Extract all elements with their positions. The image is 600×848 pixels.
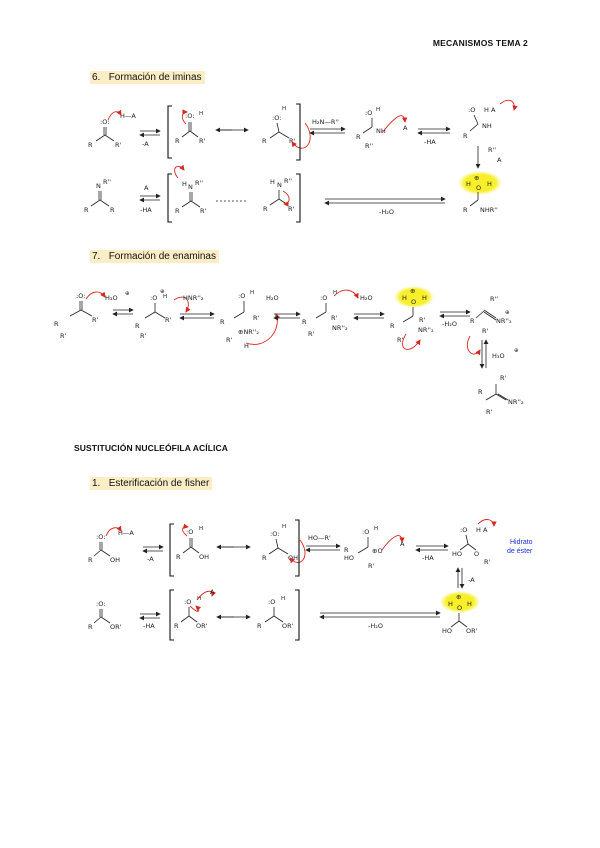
label-nh-r: NHR'' bbox=[480, 206, 498, 214]
svg-text:R': R' bbox=[288, 205, 295, 213]
label-a-bottom: A bbox=[144, 184, 149, 192]
fisher-ester bbox=[88, 600, 122, 631]
svg-text:R'': R'' bbox=[103, 178, 112, 186]
svg-text:O: O bbox=[457, 604, 463, 612]
imine-tetrahedral-1 bbox=[356, 107, 408, 150]
svg-text:R': R' bbox=[368, 562, 375, 570]
label-ha-top: H—A bbox=[120, 112, 136, 120]
svg-text:R': R' bbox=[419, 316, 426, 324]
svg-text:R: R bbox=[220, 318, 225, 326]
svg-text:H: H bbox=[250, 290, 255, 296]
svg-text:R: R bbox=[84, 206, 89, 214]
svg-text::O: :O bbox=[362, 528, 370, 536]
svg-text:R': R' bbox=[484, 558, 491, 566]
svg-text::O:: :O: bbox=[272, 114, 282, 122]
imine-carbocation bbox=[262, 106, 310, 148]
svg-text:H: H bbox=[448, 600, 453, 608]
label-ho-fisher: HO bbox=[344, 554, 355, 562]
label-alcohol: HO—R' bbox=[308, 534, 331, 542]
svg-text:R: R bbox=[390, 322, 395, 330]
fisher-oxocarbenium bbox=[174, 588, 215, 630]
enamine-carbonyl bbox=[54, 291, 130, 340]
label-oh-1: OH bbox=[110, 556, 121, 564]
svg-text:⊕: ⊕ bbox=[125, 291, 130, 297]
label-or-2: OR' bbox=[196, 622, 208, 630]
label-h-a-fisher: H A bbox=[476, 526, 488, 534]
major-heading-acyl-substitution: SUSTITUCIÓN NUCLEÓFILA ACÍLICA bbox=[74, 443, 228, 453]
svg-text:R: R bbox=[463, 206, 468, 214]
svg-text:⊕O: ⊕O bbox=[372, 547, 383, 555]
svg-text:N: N bbox=[188, 183, 193, 191]
svg-text::O: :O bbox=[186, 528, 194, 536]
imine-tetrahedral-2 bbox=[463, 100, 514, 140]
section-7-title: Formación de enaminas bbox=[108, 251, 216, 262]
section-6-number: 6. bbox=[92, 72, 101, 83]
svg-text:H: H bbox=[282, 524, 287, 530]
svg-text:H: H bbox=[270, 178, 275, 186]
svg-text:H: H bbox=[333, 290, 338, 296]
svg-text:R': R' bbox=[482, 327, 489, 335]
svg-text:R': R' bbox=[200, 207, 207, 215]
label-minus-ha-fisher-b: -HA bbox=[143, 622, 155, 630]
svg-text:O: O bbox=[411, 298, 417, 306]
imine-iminium bbox=[175, 166, 207, 215]
svg-text::O:: :O: bbox=[185, 112, 195, 120]
svg-text:R: R bbox=[470, 317, 475, 325]
svg-text:R': R' bbox=[165, 316, 172, 324]
label-a-mid: A bbox=[403, 124, 408, 132]
label-minus-a-fisher: -A bbox=[147, 555, 154, 563]
svg-text:R': R' bbox=[289, 137, 296, 145]
svg-text:⊕: ⊕ bbox=[410, 287, 416, 295]
svg-text:R'': R'' bbox=[195, 179, 204, 187]
svg-text:H: H bbox=[376, 107, 381, 113]
svg-text:R': R' bbox=[331, 314, 338, 322]
svg-text:H: H bbox=[282, 106, 287, 112]
svg-text:H: H bbox=[422, 294, 427, 302]
svg-text:R': R' bbox=[397, 336, 404, 344]
label-a-bottom-fisher: A bbox=[210, 588, 215, 596]
label-oh-3: OH bbox=[288, 554, 299, 562]
svg-text:NR''₂: NR''₂ bbox=[332, 324, 348, 332]
svg-text::O: :O bbox=[150, 294, 158, 302]
svg-text:N: N bbox=[96, 182, 101, 190]
label-de-ester: de éster bbox=[507, 548, 533, 555]
label-or-1: OR' bbox=[110, 623, 122, 631]
enamine-product bbox=[478, 374, 524, 416]
label-r: R bbox=[88, 141, 93, 149]
label-ha-fisher: H—A bbox=[118, 529, 134, 537]
svg-text:R': R' bbox=[308, 330, 315, 338]
svg-text:H: H bbox=[182, 180, 187, 188]
fisher-acid bbox=[88, 528, 134, 564]
imine-mechanism bbox=[84, 100, 514, 222]
svg-text::O:: :O: bbox=[76, 292, 86, 300]
svg-text:R': R' bbox=[500, 374, 507, 382]
svg-text:R: R bbox=[174, 622, 179, 630]
svg-text:R: R bbox=[175, 137, 180, 145]
svg-text:R'': R'' bbox=[365, 142, 374, 150]
svg-text:H: H bbox=[467, 600, 472, 608]
svg-text::O:: :O: bbox=[270, 530, 280, 538]
imine-aminal bbox=[263, 177, 295, 213]
label-minus-ha-bottom: -HA bbox=[140, 206, 152, 214]
label-minus-a-right: -A bbox=[468, 576, 475, 584]
enamine-protonated bbox=[135, 289, 204, 340]
svg-text:R: R bbox=[257, 622, 262, 630]
fisher-tetrahedral-2 bbox=[452, 520, 494, 566]
svg-text:R: R bbox=[356, 133, 361, 141]
svg-text:R': R' bbox=[140, 332, 147, 340]
svg-text::O: :O bbox=[460, 526, 468, 534]
label-minus-h2o-fisher: -H₂O bbox=[368, 622, 383, 630]
svg-text:NR''₂: NR''₂ bbox=[496, 317, 512, 325]
svg-text::O: :O bbox=[365, 109, 373, 117]
label-h2o-a: H₂O bbox=[266, 294, 279, 302]
svg-text:H: H bbox=[199, 526, 204, 532]
svg-text:R'': R'' bbox=[284, 177, 293, 185]
section-7-number: 7. bbox=[92, 251, 101, 262]
svg-text:⊕: ⊕ bbox=[160, 289, 165, 295]
svg-text:R: R bbox=[263, 205, 268, 213]
svg-text::O: :O bbox=[184, 598, 192, 606]
svg-text:R: R bbox=[110, 206, 115, 214]
svg-text:R: R bbox=[176, 553, 181, 561]
svg-text::O:: :O: bbox=[96, 533, 106, 541]
svg-text:R': R' bbox=[253, 314, 260, 322]
label-hidrato: Hidrato bbox=[510, 539, 533, 546]
label-h2o-b: H₂O bbox=[360, 294, 373, 302]
svg-text:H: H bbox=[402, 294, 407, 302]
fisher-cation-2 bbox=[257, 596, 294, 630]
svg-text:R: R bbox=[175, 207, 180, 215]
imine-carbonyl-1 bbox=[88, 112, 136, 149]
enamine-iminium bbox=[467, 295, 512, 354]
page-header: MECANISMOS TEMA 2 bbox=[432, 38, 528, 48]
svg-text:H: H bbox=[281, 596, 286, 602]
svg-text:R: R bbox=[302, 318, 307, 326]
svg-text:R': R' bbox=[92, 316, 99, 324]
svg-text:O: O bbox=[476, 184, 482, 192]
svg-text:H: H bbox=[199, 111, 204, 117]
label-minus-h2o: -H₂O bbox=[379, 208, 394, 216]
svg-text::O: :O bbox=[320, 294, 328, 302]
section-1-title: Esterificación de fisher bbox=[108, 478, 210, 489]
svg-text:NH: NH bbox=[376, 127, 386, 135]
svg-text:NH: NH bbox=[482, 122, 492, 130]
svg-text::O:: :O: bbox=[96, 600, 106, 608]
label-h-a-right: H A bbox=[484, 106, 496, 114]
label-h3o: H₃O bbox=[105, 294, 118, 302]
svg-text:H: H bbox=[197, 596, 202, 602]
label-hnr2: HNR''₂ bbox=[183, 294, 204, 302]
label-or-3: OR' bbox=[282, 622, 294, 630]
label-minus-ha-top: -HA bbox=[424, 138, 436, 146]
svg-text::O: :O bbox=[468, 106, 476, 114]
svg-text:R: R bbox=[262, 137, 267, 145]
svg-text::O:: :O: bbox=[100, 118, 110, 126]
svg-text:A: A bbox=[497, 156, 502, 164]
section-1-number: 1. bbox=[92, 478, 101, 489]
fisher-mechanism bbox=[88, 520, 533, 640]
svg-text:R: R bbox=[88, 623, 93, 631]
svg-text:R: R bbox=[135, 322, 140, 330]
svg-text:HO: HO bbox=[442, 627, 453, 635]
svg-text:R'': R'' bbox=[490, 295, 499, 303]
svg-text:H: H bbox=[487, 180, 492, 188]
svg-text:R: R bbox=[54, 320, 59, 328]
label-minus-a-left: -A bbox=[142, 140, 149, 148]
svg-text:R': R' bbox=[486, 408, 493, 416]
svg-text:⊕: ⊕ bbox=[474, 174, 480, 182]
label-h3o-b: H₃O bbox=[492, 352, 505, 360]
svg-text:⊕: ⊕ bbox=[514, 348, 519, 354]
fisher-protonated bbox=[176, 526, 209, 561]
svg-text:O: O bbox=[474, 550, 480, 558]
enamine-oxonium bbox=[390, 286, 434, 349]
svg-text:R'': R'' bbox=[488, 146, 497, 154]
enamine-mechanism bbox=[54, 286, 524, 416]
label-oh-2: OH bbox=[199, 553, 210, 561]
svg-text:R: R bbox=[262, 554, 267, 562]
svg-text:H: H bbox=[244, 342, 249, 350]
fisher-tetrahedral-1 bbox=[344, 526, 405, 570]
label-amine: H₂N—R'' bbox=[312, 118, 339, 126]
svg-text::O: :O bbox=[268, 598, 276, 606]
svg-text:⊕NR''₂: ⊕NR''₂ bbox=[238, 328, 260, 336]
fisher-oxonium bbox=[440, 591, 480, 635]
svg-text:⊕: ⊕ bbox=[456, 593, 462, 601]
svg-text:HO: HO bbox=[452, 550, 463, 558]
svg-text:R': R' bbox=[226, 336, 233, 344]
svg-text:R: R bbox=[88, 556, 93, 564]
imine-oxonium bbox=[458, 171, 502, 214]
svg-text:R: R bbox=[463, 132, 468, 140]
label-r-fisher: R bbox=[344, 546, 349, 554]
label-a-fisher: A bbox=[400, 540, 405, 548]
svg-text:H: H bbox=[374, 526, 379, 532]
svg-text:⊕: ⊕ bbox=[505, 310, 510, 316]
svg-text:N: N bbox=[277, 181, 282, 189]
section-6-title: Formación de iminas bbox=[108, 72, 202, 83]
label-minus-h2o-en: -H₂O bbox=[442, 320, 457, 328]
label-minus-ha-fisher: -HA bbox=[422, 554, 434, 562]
imine-product bbox=[84, 178, 115, 214]
svg-text:R: R bbox=[478, 388, 483, 396]
svg-text:H: H bbox=[163, 294, 168, 300]
svg-text:NR''₂: NR''₂ bbox=[418, 326, 434, 334]
label-or-4: OR' bbox=[466, 627, 478, 635]
svg-text::O: :O bbox=[238, 292, 246, 300]
svg-text:H: H bbox=[466, 180, 471, 188]
label-r-prime: R' bbox=[115, 141, 122, 149]
svg-text:R': R' bbox=[199, 137, 206, 145]
svg-text:R': R' bbox=[60, 332, 67, 340]
svg-text:NR''₂: NR''₂ bbox=[508, 398, 524, 406]
imine-protonated-carbonyl bbox=[175, 111, 206, 145]
